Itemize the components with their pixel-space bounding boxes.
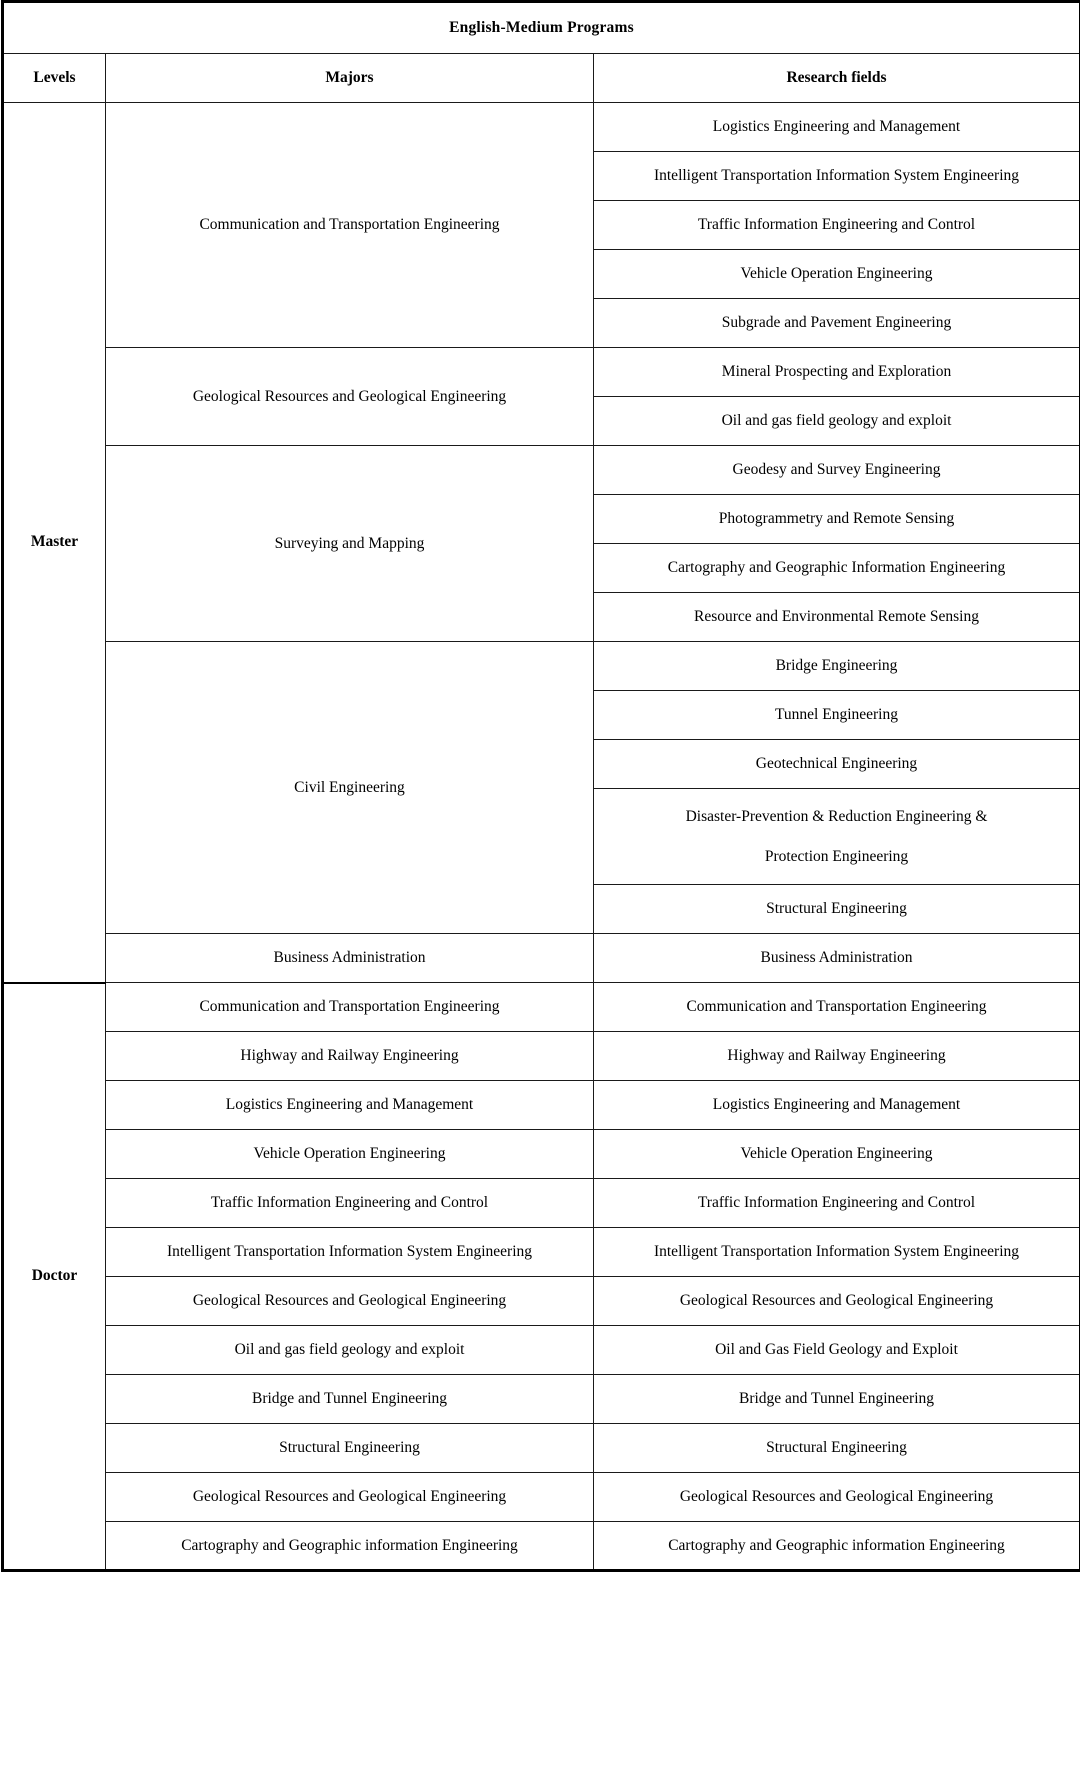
major-cell: Vehicle Operation Engineering [106,1130,594,1179]
column-header-majors: Majors [106,54,594,103]
table-row [3,1424,1080,1473]
research-field-cell: Business Administration [594,934,1080,983]
major-cell: Logistics Engineering and Management [106,1081,594,1130]
column-header-levels: Levels [3,54,106,103]
research-field-cell: Logistics Engineering and Management [594,1081,1080,1130]
table-row [3,1179,1080,1228]
major-cell: Civil Engineering [106,642,594,934]
table-row [3,1375,1080,1424]
table-row [3,1522,1080,1571]
table-row [3,1277,1080,1326]
research-field-cell: Mineral Prospecting and Exploration [594,348,1080,397]
major-cell: Oil and gas field geology and exploit [106,1326,594,1375]
major-cell: Intelligent Transportation Information System Engineering [106,1228,594,1277]
research-field-cell: Intelligent Transportation Information System Engineering [594,1228,1080,1277]
table-row [3,1228,1080,1277]
table-title-row [3,2,1080,54]
level-label-master: Master [3,103,106,983]
major-cell: Communication and Transportation Engineering [106,983,594,1032]
research-field-cell: Vehicle Operation Engineering [594,1130,1080,1179]
major-cell: Geological Resources and Geological Engineering [106,348,594,446]
research-field-cell: Geological Resources and Geological Engineering [594,1473,1080,1522]
research-field-cell: Communication and Transportation Engineering [594,983,1080,1032]
table-row [3,642,1080,691]
table-row [3,446,1080,495]
research-field-cell: Geodesy and Survey Engineering [594,446,1080,495]
table-title: English-Medium Programs [3,2,1080,54]
research-field-cell: Subgrade and Pavement Engineering [594,299,1080,348]
research-field-cell: Oil and Gas Field Geology and Exploit [594,1326,1080,1375]
research-field-line-2: Protection Engineering [764,847,909,865]
table-row [3,1326,1080,1375]
major-cell: Communication and Transportation Engineering [106,103,594,348]
research-field-cell: Vehicle Operation Engineering [594,250,1080,299]
table-row [3,1473,1080,1522]
table-row [3,1032,1080,1081]
level-label-doctor: Doctor [3,983,106,1571]
research-field-cell: Cartography and Geographic information Engineering [594,1522,1080,1571]
table-header-row [3,54,1080,103]
column-header-research-fields: Research fields [594,54,1080,103]
table-row [3,1130,1080,1179]
major-cell: Structural Engineering [106,1424,594,1473]
research-field-cell: Photogrammetry and Remote Sensing [594,495,1080,544]
research-field-cell: Logistics Engineering and Management [594,103,1080,152]
english-medium-programs-table [1,0,1080,1572]
major-cell: Highway and Railway Engineering [106,1032,594,1081]
table-row [3,1081,1080,1130]
research-field-cell-multiline [594,789,1080,885]
research-field-cell: Bridge Engineering [594,642,1080,691]
research-field-cell: Cartography and Geographic Information Engineering [594,544,1080,593]
research-field-line-1: Disaster-Prevention & Reduction Engineering & [685,807,988,825]
major-cell: Traffic Information Engineering and Control [106,1179,594,1228]
research-field-cell: Intelligent Transportation Information System Engineering [594,152,1080,201]
research-field-cell: Bridge and Tunnel Engineering [594,1375,1080,1424]
major-cell: Surveying and Mapping [106,446,594,642]
table-row [3,348,1080,397]
research-field-cell: Structural Engineering [594,885,1080,934]
research-field-cell: Oil and gas field geology and exploit [594,397,1080,446]
research-field-cell: Structural Engineering [594,1424,1080,1473]
major-cell: Bridge and Tunnel Engineering [106,1375,594,1424]
table-row [3,103,1080,152]
research-field-cell: Resource and Environmental Remote Sensing [594,593,1080,642]
research-field-cell: Tunnel Engineering [594,691,1080,740]
major-cell: Cartography and Geographic information Engineering [106,1522,594,1571]
major-cell: Geological Resources and Geological Engineering [106,1473,594,1522]
major-cell: Geological Resources and Geological Engineering [106,1277,594,1326]
table-row [3,983,1080,1032]
research-field-cell: Geotechnical Engineering [594,740,1080,789]
research-field-cell: Geological Resources and Geological Engineering [594,1277,1080,1326]
research-field-cell: Traffic Information Engineering and Control [594,1179,1080,1228]
research-field-cell: Traffic Information Engineering and Control [594,201,1080,250]
table-row [3,934,1080,983]
research-field-cell: Highway and Railway Engineering [594,1032,1080,1081]
major-cell: Business Administration [106,934,594,983]
